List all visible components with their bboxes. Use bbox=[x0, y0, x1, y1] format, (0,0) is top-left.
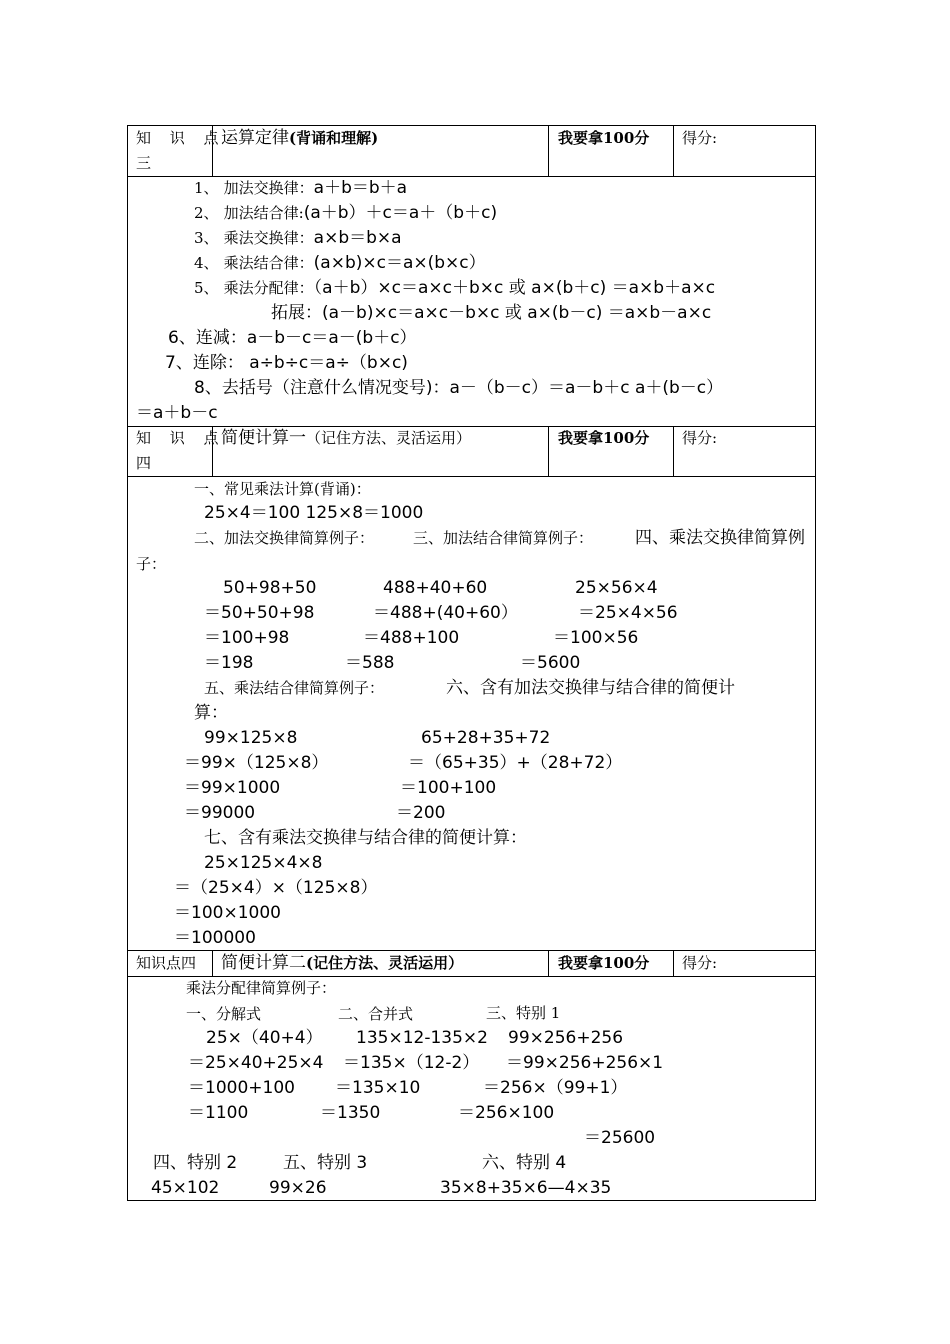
calc-line: 65+28+35+72 bbox=[421, 728, 551, 748]
subheading: 四、乘法交换律简算例 bbox=[635, 528, 805, 548]
law-line: 4、 乘法结合律：(a×b)×c＝a×(b×c） bbox=[194, 253, 486, 273]
subheading: 五、特别 3 bbox=[283, 1153, 368, 1173]
calc-line: 35×8+35×6—4×35 bbox=[440, 1178, 612, 1198]
calc-line: ＝（25×4）×（125×8） bbox=[174, 878, 378, 898]
calc-line: 25×4＝100 125×8＝1000 bbox=[204, 503, 424, 523]
law-line: 7、连除： a÷b÷c＝a÷（b×c) bbox=[165, 353, 408, 373]
worksheet-table bbox=[127, 125, 816, 1201]
col-divider bbox=[673, 426, 674, 476]
goal-label: 我要拿100分 bbox=[558, 129, 650, 147]
calc-line: ＝50+50+98 bbox=[204, 603, 315, 623]
calc-line: ＝198 bbox=[204, 653, 254, 673]
calc-line: 25×56×4 bbox=[575, 578, 658, 598]
law-line: 5、 乘法分配律：（a＋b）×c＝a×c＋b×c 或 a×(b＋c) ＝a×b＋a×c bbox=[194, 278, 716, 298]
calc-line: 25×125×4×8 bbox=[204, 853, 323, 873]
calc-line: ＝25600 bbox=[584, 1128, 656, 1148]
law-line: 1、 加法交换律：a＋b＝b＋a bbox=[194, 178, 408, 198]
calc-line: ＝25×4×56 bbox=[578, 603, 678, 623]
calc-line: ＝25×40+25×4 bbox=[188, 1053, 324, 1073]
calc-line: ＝1100 bbox=[188, 1103, 249, 1123]
section-title-main: 运算定律 bbox=[221, 128, 289, 148]
subheading: 四、特别 2 bbox=[153, 1153, 238, 1173]
subheading: 七、含有乘法交换律与结合律的简便计算： bbox=[204, 828, 527, 848]
subheading: 六、特别 4 bbox=[482, 1153, 567, 1173]
calc-line: ＝100×56 bbox=[553, 628, 639, 648]
subheading: 三、特别 1 bbox=[486, 1004, 561, 1022]
section-title bbox=[221, 955, 463, 972]
section-title-note: (记住方法、灵活运用） bbox=[306, 954, 464, 972]
knowledge-point-label: 知 识 点 bbox=[136, 429, 226, 447]
calc-line: ＝1000+100 bbox=[188, 1078, 295, 1098]
calc-line: ＝588 bbox=[345, 653, 395, 673]
calc-line: ＝1350 bbox=[320, 1103, 381, 1123]
calc-line: 99×256+256 bbox=[508, 1028, 624, 1048]
law-line: 8、去括号（注意什么情况变号)：a－（b－c）＝a－b＋c a＋(b－c） bbox=[194, 378, 724, 398]
calc-line: ＝100000 bbox=[174, 928, 256, 948]
subheading: 五、乘法结合律简算例子： bbox=[204, 679, 385, 697]
calc-line: ＝100+100 bbox=[400, 778, 497, 798]
section-title-note: (背诵和理解) bbox=[289, 129, 379, 147]
subheading: 乘法分配律简算例子： bbox=[186, 979, 337, 997]
subheading: 二、合并式 bbox=[338, 1005, 414, 1023]
calc-line: ＝100+98 bbox=[204, 628, 290, 648]
subheading-continuation: 子： bbox=[136, 555, 167, 573]
calc-line: ＝135×10 bbox=[335, 1078, 421, 1098]
col-divider bbox=[548, 426, 549, 476]
law-line: 2、 加法结合律:(a＋b）＋c＝a＋（b＋c) bbox=[194, 203, 498, 223]
calc-line: 99×26 bbox=[269, 1178, 327, 1198]
law-extension-line: 拓展：(a－b)×c＝a×c－b×c 或 a×(b－c) ＝a×b－a×c bbox=[271, 303, 712, 323]
subheading: 六、含有加法交换律与结合律的简便计 bbox=[446, 678, 735, 698]
calc-line: 99×125×8 bbox=[204, 728, 298, 748]
law-line-continuation: ＝a＋b－c bbox=[136, 403, 218, 423]
calc-line: ＝99×（125×8） bbox=[184, 753, 329, 773]
calc-line: 50+98+50 bbox=[223, 578, 317, 598]
calc-line: 45×102 bbox=[151, 1178, 220, 1198]
calc-line: ＝488+100 bbox=[363, 628, 460, 648]
section-title-main: 简便计算二 bbox=[221, 953, 306, 973]
calc-line: ＝99000 bbox=[184, 803, 256, 823]
calc-line: ＝99×256+256×1 bbox=[506, 1053, 664, 1073]
knowledge-point-label: 知 识 点 bbox=[136, 129, 226, 147]
score-label: 得分: bbox=[682, 954, 718, 972]
row-divider bbox=[128, 950, 815, 951]
calc-line: ＝135×（12-2） bbox=[343, 1053, 480, 1073]
calc-line: ＝100×1000 bbox=[174, 903, 281, 923]
subheading-continuation: 算： bbox=[194, 703, 228, 723]
law-line: 3、 乘法交换律：a×b＝b×a bbox=[194, 228, 402, 248]
row-divider bbox=[128, 426, 815, 427]
row-divider bbox=[128, 176, 815, 177]
row-divider bbox=[128, 976, 815, 977]
calc-line: ＝488+(40+60） bbox=[373, 603, 518, 623]
goal-label: 我要拿100分 bbox=[558, 954, 650, 972]
law-line: 6、连减：a－b－c＝a－(b＋c） bbox=[168, 328, 417, 348]
goal-label: 我要拿100分 bbox=[558, 429, 650, 447]
knowledge-point-number: 四 bbox=[136, 454, 152, 472]
calc-line: ＝200 bbox=[396, 803, 446, 823]
col-divider bbox=[212, 950, 213, 976]
section-title-note: （记住方法、灵活运用） bbox=[306, 429, 472, 447]
subheading: 一、分解式 bbox=[186, 1005, 262, 1023]
subheading: 二、加法交换律简算例子： bbox=[194, 529, 375, 547]
row-divider bbox=[128, 476, 815, 477]
section-title-main: 简便计算一 bbox=[221, 428, 306, 448]
calc-line: ＝256×100 bbox=[458, 1103, 555, 1123]
calc-line: ＝256×（99+1） bbox=[483, 1078, 628, 1098]
section-title bbox=[221, 130, 378, 147]
col-divider bbox=[673, 126, 674, 176]
subheading: 一、常见乘法计算(背诵)： bbox=[194, 480, 371, 498]
calc-line: ＝（65+35）+（28+72） bbox=[408, 753, 623, 773]
knowledge-point-label: 知识点四 bbox=[136, 954, 197, 972]
calc-line: 135×12-135×2 bbox=[356, 1028, 488, 1048]
section-title bbox=[221, 430, 471, 447]
col-divider bbox=[548, 126, 549, 176]
calc-line: 25×（40+4） bbox=[206, 1028, 323, 1048]
calc-line: ＝99×1000 bbox=[184, 778, 281, 798]
calc-line: ＝5600 bbox=[520, 653, 581, 673]
col-divider bbox=[673, 950, 674, 976]
calc-line: 488+40+60 bbox=[383, 578, 488, 598]
knowledge-point-number: 三 bbox=[136, 154, 152, 172]
score-label: 得分: bbox=[682, 429, 718, 447]
score-label: 得分: bbox=[682, 129, 718, 147]
subheading: 三、加法结合律简算例子： bbox=[413, 529, 594, 547]
col-divider bbox=[548, 950, 549, 976]
